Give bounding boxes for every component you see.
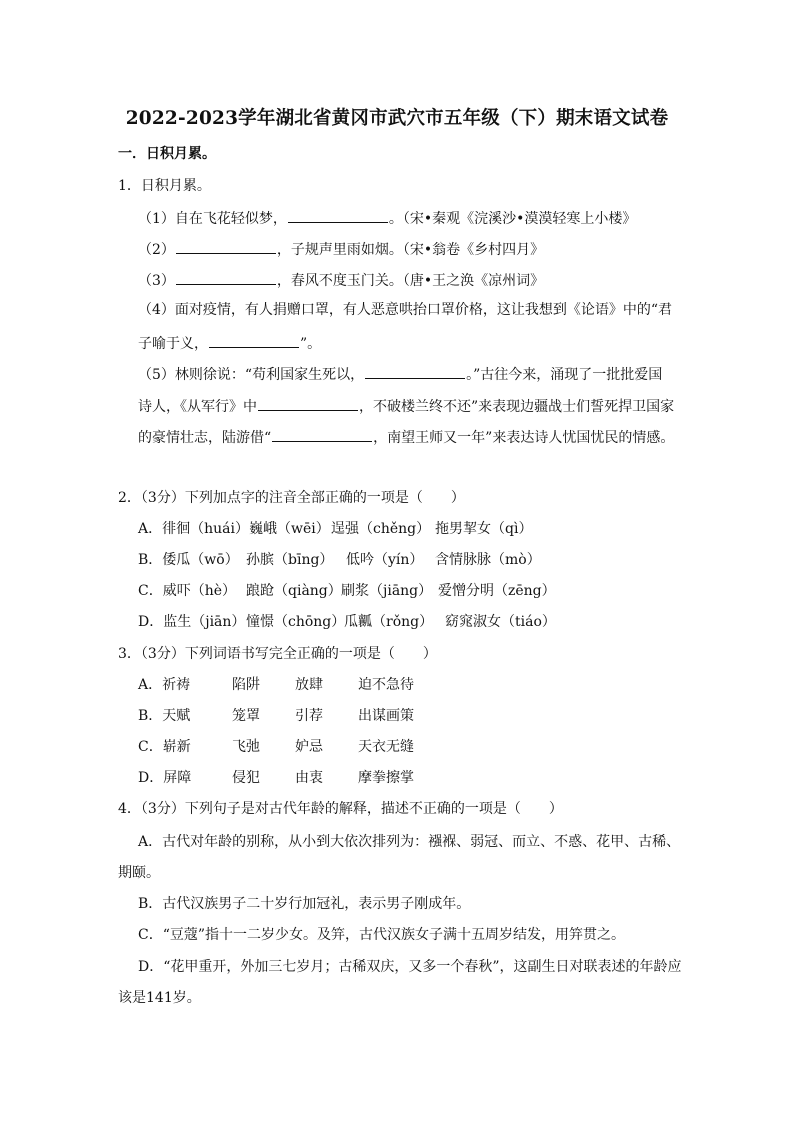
q1-item-3-pre: （3） — [138, 273, 175, 289]
exam-title: 2022-2023学年湖北省黄冈市武穴市五年级（下）期末语文试卷 — [125, 108, 669, 129]
q4-option-c[interactable]: C．“豆蔻”指十一二岁少女。及笄，古代汉族女子满十五周岁结发，用笄贯之。 — [138, 927, 626, 943]
q1-item-2-post: ，子规声里雨如烟。（宋•翁卷《乡村四月》 — [276, 242, 545, 258]
q1-item-2-pre: （2） — [138, 242, 175, 258]
question-4-stem: 4．（3分）下列句子是对古代年龄的解释，描述不正确的一项是（ ） — [118, 801, 563, 817]
q1-item-4-line-1: （4）面对疫情，有人捐赠口罩，有人恶意哄抬口罩价格，这让我想到《论语》中的“君 — [138, 302, 673, 318]
q1-item-3 — [138, 269, 544, 291]
q2-d-part-2: 憧憬（chōng） — [246, 614, 346, 630]
q1-item-5-l3-post: ，南望王师又一年”来表达诗人忧国忧民的情感。 — [373, 430, 675, 446]
q1-item-5-l3-pre: 的豪情壮志，陆游借“ — [138, 430, 272, 446]
q2-b-part-2: 孙膑（bīng） — [246, 552, 334, 568]
q4-option-d-line-2: 该是141岁。 — [118, 990, 201, 1006]
q1-item-4-post: ”。 — [300, 336, 322, 352]
q2-b-part-4: 含情脉脉（mò） — [435, 552, 541, 568]
q3-b-word-2: 笼罩 — [232, 708, 260, 724]
q4-option-d-line-1[interactable]: D．“花甲重开，外加三七岁月；古稀双庆，又多一个春秋”，这副生日对联表述的年龄应 — [138, 959, 682, 975]
q2-c-part-1: C．威吓（hè） — [138, 583, 237, 599]
q1-item-1-post: 。（宋•秦观《浣溪沙•漠漠轻寒上小楼》 — [388, 211, 637, 227]
q3-a-word-4: 迫不急待 — [358, 677, 414, 693]
q3-a-word-2: 陷阱 — [232, 677, 260, 693]
q3-b-word-4: 出谋画策 — [358, 708, 414, 724]
q2-d-part-1: D．监生（jiān） — [138, 614, 246, 630]
q3-a-word-3: 放肆 — [295, 677, 323, 693]
q1-item-4-pre: 子喻于义， — [138, 336, 208, 352]
q1-item-5-l2-post: ，不破楼兰终不还”来表现边疆战士们誓死捍卫国家 — [359, 399, 675, 415]
q1-item-1 — [138, 207, 636, 229]
q3-b-word-1: B．天赋 — [138, 708, 191, 724]
question-3-stem: 3．（3分）下列词语书写完全正确的一项是（ ） — [118, 646, 437, 662]
q2-a-part-2: 逞强（chěng） — [331, 521, 431, 537]
q3-d-word-1: D．屏障 — [138, 770, 192, 786]
q2-d-part-3: 瓜瓤（rǒng） — [344, 614, 434, 630]
question-1-stem: 1．日积月累。 — [118, 178, 211, 194]
q2-c-part-4: 爱憎分明（zēng） — [438, 583, 556, 599]
q1-item-5-post: 。”古往今来，涌现了一批批爱国 — [466, 367, 663, 383]
q2-b-part-3: 低吟（yín） — [346, 552, 424, 568]
q4-option-a-line-1[interactable]: A．古代对年龄的别称，从小到大依次排列为：襁褓、弱冠、而立、不惑、花甲、古稀、 — [138, 834, 681, 850]
q1-item-3-post: ，春风不度玉门关。（唐•王之涣《凉州词》 — [276, 273, 545, 289]
q2-a-part-1: A．徘徊（huái）巍峨（wēi） — [138, 521, 330, 537]
answer-blank[interactable] — [288, 207, 388, 223]
q2-c-part-2: 踉跄（qiàng） — [246, 583, 342, 599]
q3-a-word-1: A．祈祷 — [138, 677, 191, 693]
q3-c-word-3: 妒忌 — [295, 739, 323, 755]
q3-d-word-4: 摩拳擦掌 — [358, 770, 414, 786]
q2-a-part-3: 拖男挈女（qì） — [435, 521, 533, 537]
q3-b-word-3: 引荐 — [295, 708, 323, 724]
q1-item-1-pre: （1）自在飞花轻似梦， — [138, 211, 287, 227]
answer-blank[interactable] — [258, 395, 358, 411]
q3-d-word-2: 侵犯 — [232, 770, 260, 786]
q3-c-word-2: 飞弛 — [232, 739, 260, 755]
q4-option-a-line-2: 期颐。 — [118, 865, 160, 881]
answer-blank[interactable] — [176, 238, 276, 254]
q3-c-word-1: C．崭新 — [138, 739, 191, 755]
q3-c-word-4: 天衣无缝 — [358, 739, 414, 755]
q2-c-part-3: 刷浆（jiāng） — [341, 583, 433, 599]
q1-item-5-pre: （5）林则徐说：“苟利国家生死以， — [138, 367, 365, 383]
question-2-stem: 2．（3分）下列加点字的注音全部正确的一项是（ ） — [118, 490, 465, 506]
q1-item-5-line-2 — [138, 395, 674, 417]
q1-item-5-line-3 — [138, 426, 674, 448]
q4-option-b[interactable]: B．古代汉族男子二十岁行加冠礼，表示男子刚成年。 — [138, 896, 471, 912]
answer-blank[interactable] — [272, 426, 372, 442]
answer-blank[interactable] — [365, 363, 465, 379]
q2-b-part-1: B．倭瓜（wō） — [138, 552, 239, 568]
answer-blank[interactable] — [176, 269, 276, 285]
q1-item-5-l2-pre: 诗人，《从军行》中 — [138, 399, 257, 415]
section-heading: 一．日积月累。 — [118, 146, 216, 162]
q1-item-4-line-2 — [138, 332, 321, 354]
q1-item-2 — [138, 238, 544, 260]
q3-d-word-3: 由衷 — [295, 770, 323, 786]
q2-d-part-4: 窈窕淑女（tiáo） — [445, 614, 556, 630]
q1-item-5-line-1 — [138, 363, 662, 385]
answer-blank[interactable] — [209, 332, 299, 348]
